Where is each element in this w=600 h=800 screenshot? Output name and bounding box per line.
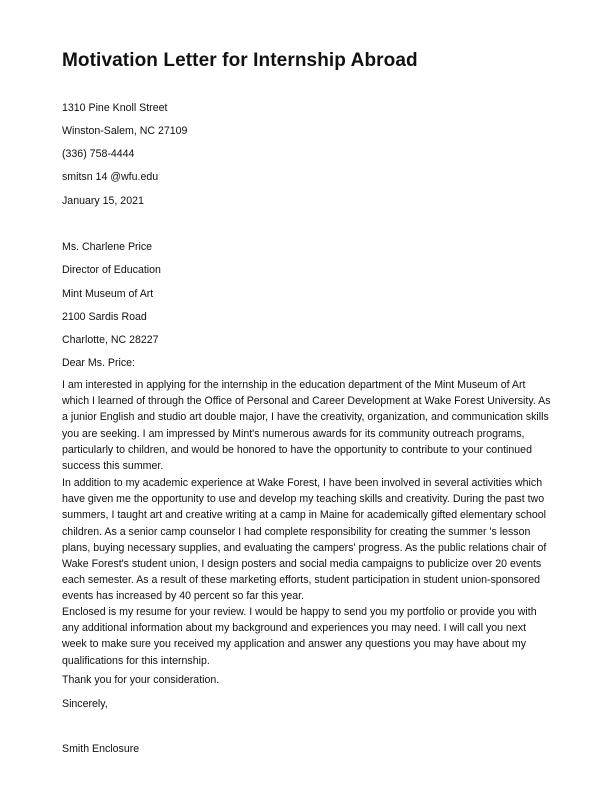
- paragraph-line: have given me the opportunity to use and develop my teaching skills and creativity. During the past two: [62, 493, 545, 506]
- recipient-position: Director of Education: [62, 264, 161, 276]
- recipient-city: Charlotte, NC 28227: [62, 334, 159, 346]
- paragraph-experience: [62, 475, 554, 605]
- recipient-street: 2100 Sardis Road: [62, 311, 147, 323]
- paragraph-line: Wake Forest's student union, I design posters and social media campaigns to publicize over 20 events: [62, 558, 542, 571]
- recipient-organization: Mint Museum of Art: [62, 288, 154, 300]
- paragraph-line: I am interested in applying for the internship in the education department of the Mint Museum of Art: [62, 379, 526, 391]
- salutation: Dear Ms. Price:: [62, 357, 135, 369]
- paragraph-line: summers, I taught art and creative writing at a camp in Maine for academically gifted elementary school: [62, 509, 547, 522]
- paragraph-line: In addition to my academic experience at Wake Forest, I have been involved in several activities which: [62, 477, 543, 489]
- paragraph-line: events has increased by 40 percent so far this year.: [62, 590, 305, 603]
- paragraph-line: success this summer.: [62, 460, 164, 473]
- signature: Smith Enclosure: [62, 743, 140, 755]
- paragraph-enclosure: [62, 604, 554, 669]
- paragraph-line: week to make sure you received my application and answer any questions you may have about my: [62, 638, 527, 651]
- sender-email: smitsn 14 @wfu.edu: [62, 171, 159, 183]
- paragraph-line: qualifications for this internship.: [62, 654, 210, 667]
- closing-thanks: Thank you for your consideration.: [62, 674, 220, 686]
- page-title: Motivation Letter for Internship Abroad: [62, 50, 418, 71]
- paragraph-line: each semester. As a result of these marketing efforts, student participation in student union-sponsored: [62, 574, 540, 587]
- signoff: Sincerely,: [62, 698, 108, 710]
- paragraph-line: Enclosed is my resume for your review. I would be happy to send you my portfolio or provide you with: [62, 606, 537, 618]
- sender-city: Winston-Salem, NC 27109: [62, 125, 188, 137]
- sender-street: 1310 Pine Knoll Street: [62, 102, 168, 114]
- paragraph-line: plans, buying necessary supplies, and evaluating the campers' progress. As the public relations chair of: [62, 541, 547, 554]
- paragraph-line: which I learned of through the Office of Personal and Career Development at Wake Forest University. As: [62, 395, 551, 408]
- letter-date: January 15, 2021: [62, 195, 144, 207]
- paragraph-line: children. As a senior camp counselor I had complete responsibility for creating the summer 's lesson: [62, 525, 531, 538]
- paragraph-line: any additional information about my background and experiences you may need. I will call you next: [62, 622, 527, 635]
- paragraph-line: particularly to children, and would be honored to have the opportunity to contribute to your continued: [62, 443, 532, 456]
- paragraph-interest: [62, 377, 554, 474]
- paragraph-line: a junior English and studio art double major, I have the creativity, organization, and communication skills: [62, 411, 549, 424]
- paragraph-line: you are seeking. I am impressed by Mint's numerous awards for its community outreach programs,: [62, 427, 525, 440]
- recipient-name: Ms. Charlene Price: [62, 241, 153, 253]
- sender-phone: (336) 758-4444: [62, 148, 135, 160]
